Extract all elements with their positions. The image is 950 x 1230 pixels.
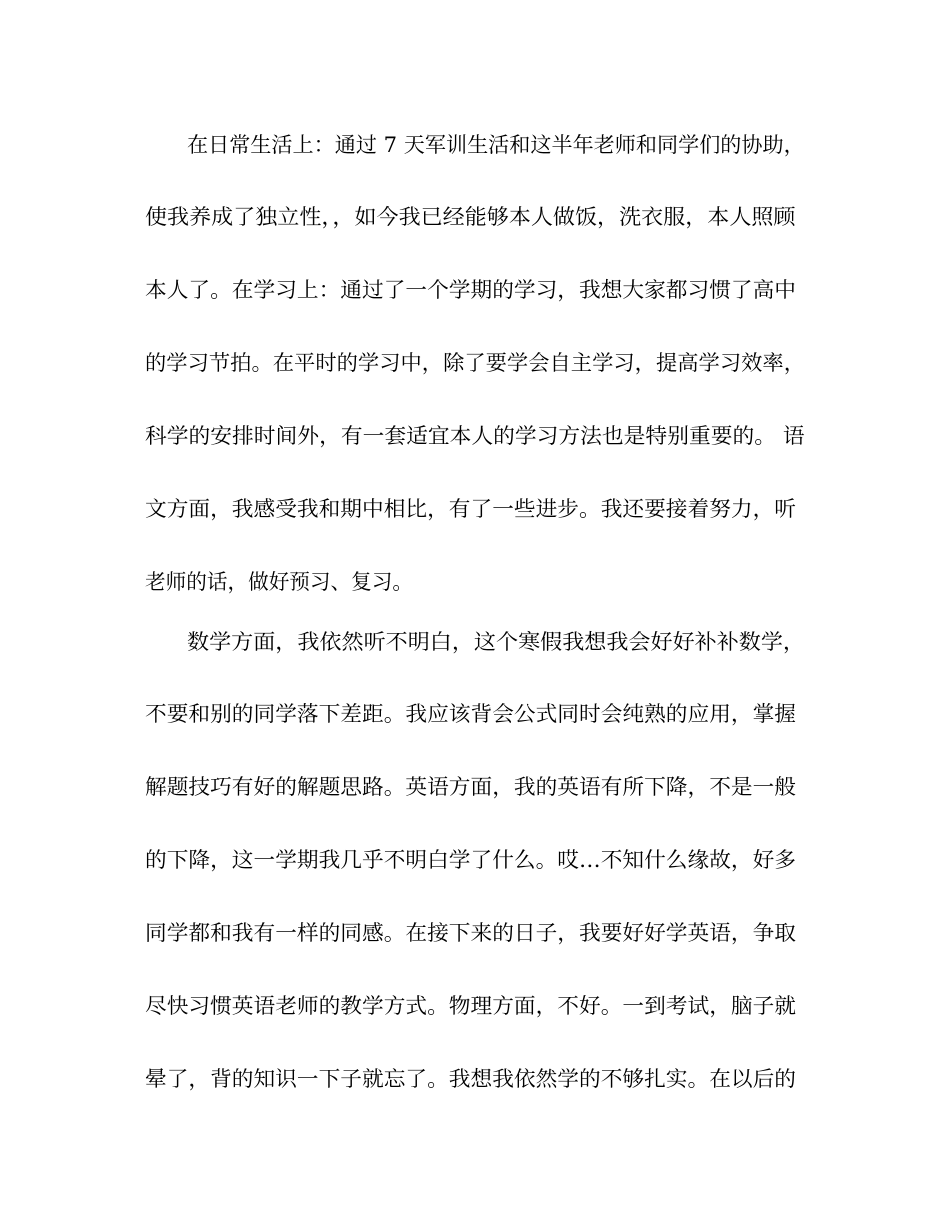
text-line-content: 在日常生活上：通过 7 天军训生活和这半年老师和同学们的协助， [187, 133, 805, 157]
text-line-content: 的学习节拍。在平时的学习中，除了要学会自主学习，提高学习效率， [145, 351, 806, 375]
text-line-content: 老师的话，做好预习、复习。 [145, 570, 413, 594]
text-line-content: 晕了，背的知识一下子就忘了。我想我依然学的不够扎实。在以后的 [145, 1067, 796, 1091]
text-line [0, 699, 950, 729]
text-line [0, 627, 950, 657]
text-line [0, 845, 950, 875]
text-line [0, 202, 950, 232]
text-line [0, 991, 950, 1021]
text-line [0, 567, 950, 597]
text-line-content: 数学方面，我依然听不明白，这个寒假我想我会好好补补数学， [187, 630, 805, 654]
text-line-content: 本人了。在学习上：通过了一个学期的学习，我想大家都习惯了高中 [145, 278, 796, 302]
text-line-content: 科学的安排时间外，有一套适宜本人的学习方法也是特别重要的。 语 [145, 424, 805, 448]
text-line [0, 772, 950, 802]
text-line [0, 275, 950, 305]
text-line-content: 不要和别的同学落下差距。我应该背会公式同时会纯熟的应用，掌握 [145, 702, 796, 726]
text-line-content: 尽快习惯英语老师的教学方式。物理方面，不好。一到考试，脑子就 [145, 994, 796, 1018]
text-line [0, 348, 950, 378]
text-line-content: 的下降，这一学期我几乎不明白学了什么。哎…不知什么缘故，好多 [145, 848, 796, 872]
text-line-content: 解题技巧有好的解题思路。英语方面，我的英语有所下降，不是一般 [145, 775, 796, 799]
text-line-content: 文方面，我感受我和期中相比，有了一些进步。我还要接着努力，听 [145, 497, 796, 521]
text-line [0, 1064, 950, 1094]
text-line [0, 130, 950, 160]
text-line [0, 494, 950, 524]
text-line [0, 421, 950, 451]
text-line-content: 使我养成了独立性，，如今我已经能够本人做饭，洗衣服，本人照顾 [145, 205, 796, 229]
text-line [0, 918, 950, 948]
text-line-content: 同学都和我有一样的同感。在接下来的日子，我要好好学英语，争取 [145, 921, 796, 945]
